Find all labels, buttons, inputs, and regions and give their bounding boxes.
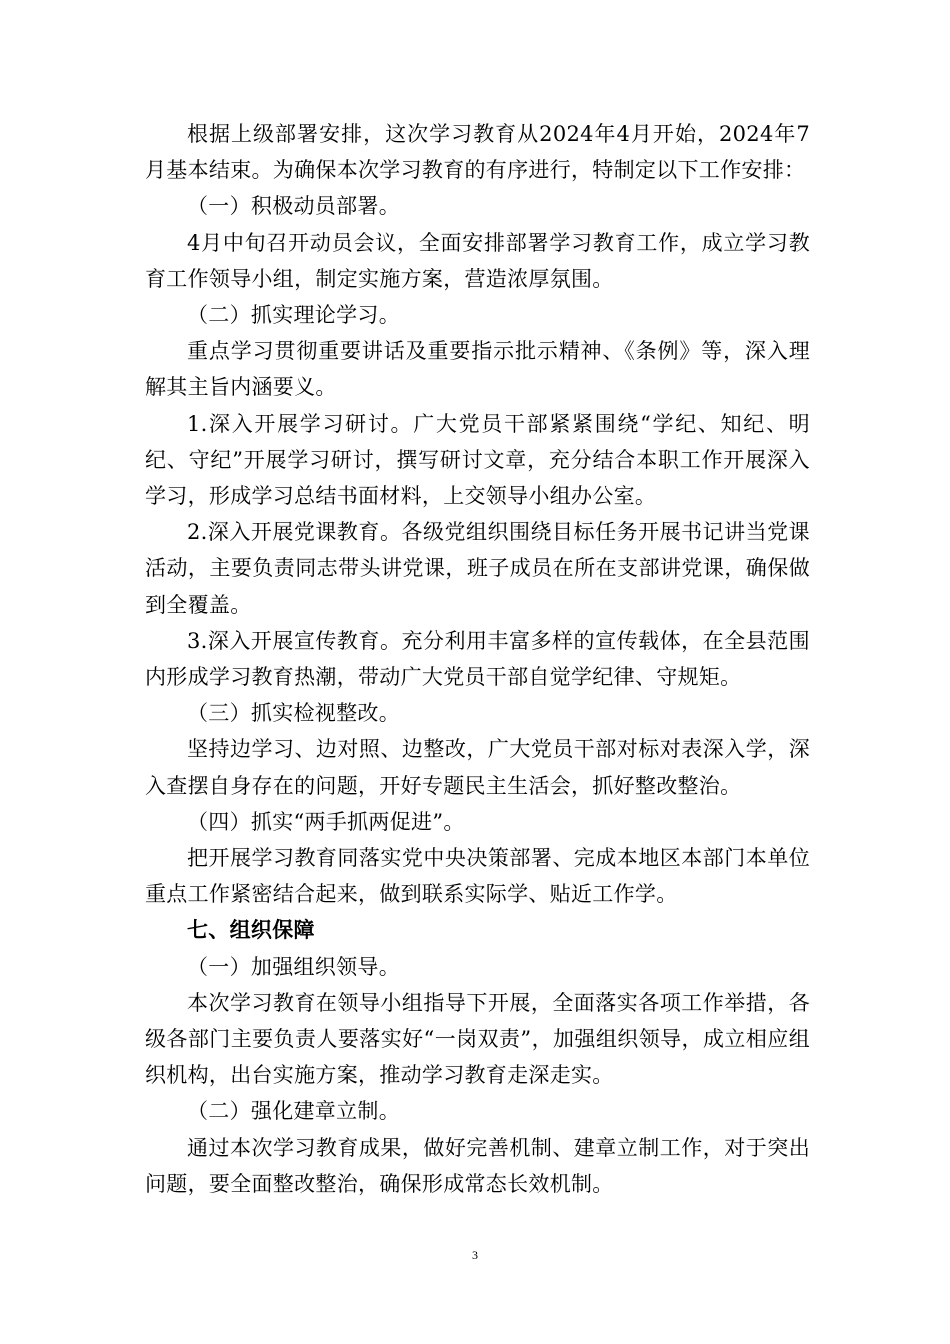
subheading-review-rectify: （三）抓实检视整改。 [187, 701, 400, 726]
paragraph-review-rectify: 坚持边学习、边对照、边整改，广大党员干部对标对表深入学，深入查摆自身存在的问题，开好专题民主生活会，抓好整改整治。 [145, 737, 810, 798]
section-heading-organization: 七、组织保障 [187, 917, 315, 943]
document-body [145, 116, 810, 1202]
paragraph-item-2: 2.深入开展党课教育。各级党组织围绕目标任务开展书记讲当党课活动，主要负责同志带头讲党课，班子成员在所在支部讲党课，确保做到全覆盖。 [145, 520, 810, 617]
paragraph-leadership: 本次学习教育在领导小组指导下开展，全面落实各项工作举措，各级各部门主要负责人要落实好“一岗双责”，加强组织领导，成立相应组织机构，出台实施方案，推动学习教育走深走实。 [145, 990, 810, 1088]
paragraph-schedule-intro: 根据上级部署安排，这次学习教育从2024年4月开始，2024年7月基本结束。为确保本次学习教育的有序进行，特制定以下工作安排： [145, 122, 810, 183]
subheading-theory-study: （二）抓实理论学习。 [187, 303, 400, 328]
paragraph-item-1: 1.深入开展学习研讨。广大党员干部紧紧围绕“学纪、知纪、明纪、守纪”开展学习研讨，撰写研讨文章，充分结合本职工作开展深入学习，形成学习总结书面材料，上交领导小组办公室。 [145, 411, 810, 509]
subheading-two-hands: （四）抓实“两手抓两促进”。 [187, 809, 465, 834]
subheading-leadership: （一）加强组织领导。 [187, 954, 400, 979]
paragraph-institutions: 通过本次学习教育成果，做好完善机制、建章立制工作，对于突出问题，要全面整改整治，确保形成常态长效机制。 [145, 1135, 810, 1196]
page-number: 3 [472, 1248, 478, 1262]
subheading-mobilize: （一）积极动员部署。 [187, 194, 400, 219]
subheading-institutions: （二）强化建章立制。 [187, 1099, 400, 1124]
paragraph-theory-study: 重点学习贯彻重要讲话及重要指示批示精神、《条例》等，深入理解其主旨内涵要义。 [145, 339, 810, 400]
paragraph-two-hands: 把开展学习教育同落实党中央决策部署、完成本地区本部门本单位重点工作紧密结合起来，做到联系实际学、贴近工作学。 [145, 846, 810, 907]
paragraph-mobilize: 4月中旬召开动员会议，全面安排部署学习教育工作，成立学习教育工作领导小组，制定实施方案，营造浓厚氛围。 [145, 230, 810, 291]
paragraph-item-3: 3.深入开展宣传教育。充分利用丰富多样的宣传载体，在全县范围内形成学习教育热潮，带动广大党员干部自觉学纪律、守规矩。 [145, 628, 810, 690]
